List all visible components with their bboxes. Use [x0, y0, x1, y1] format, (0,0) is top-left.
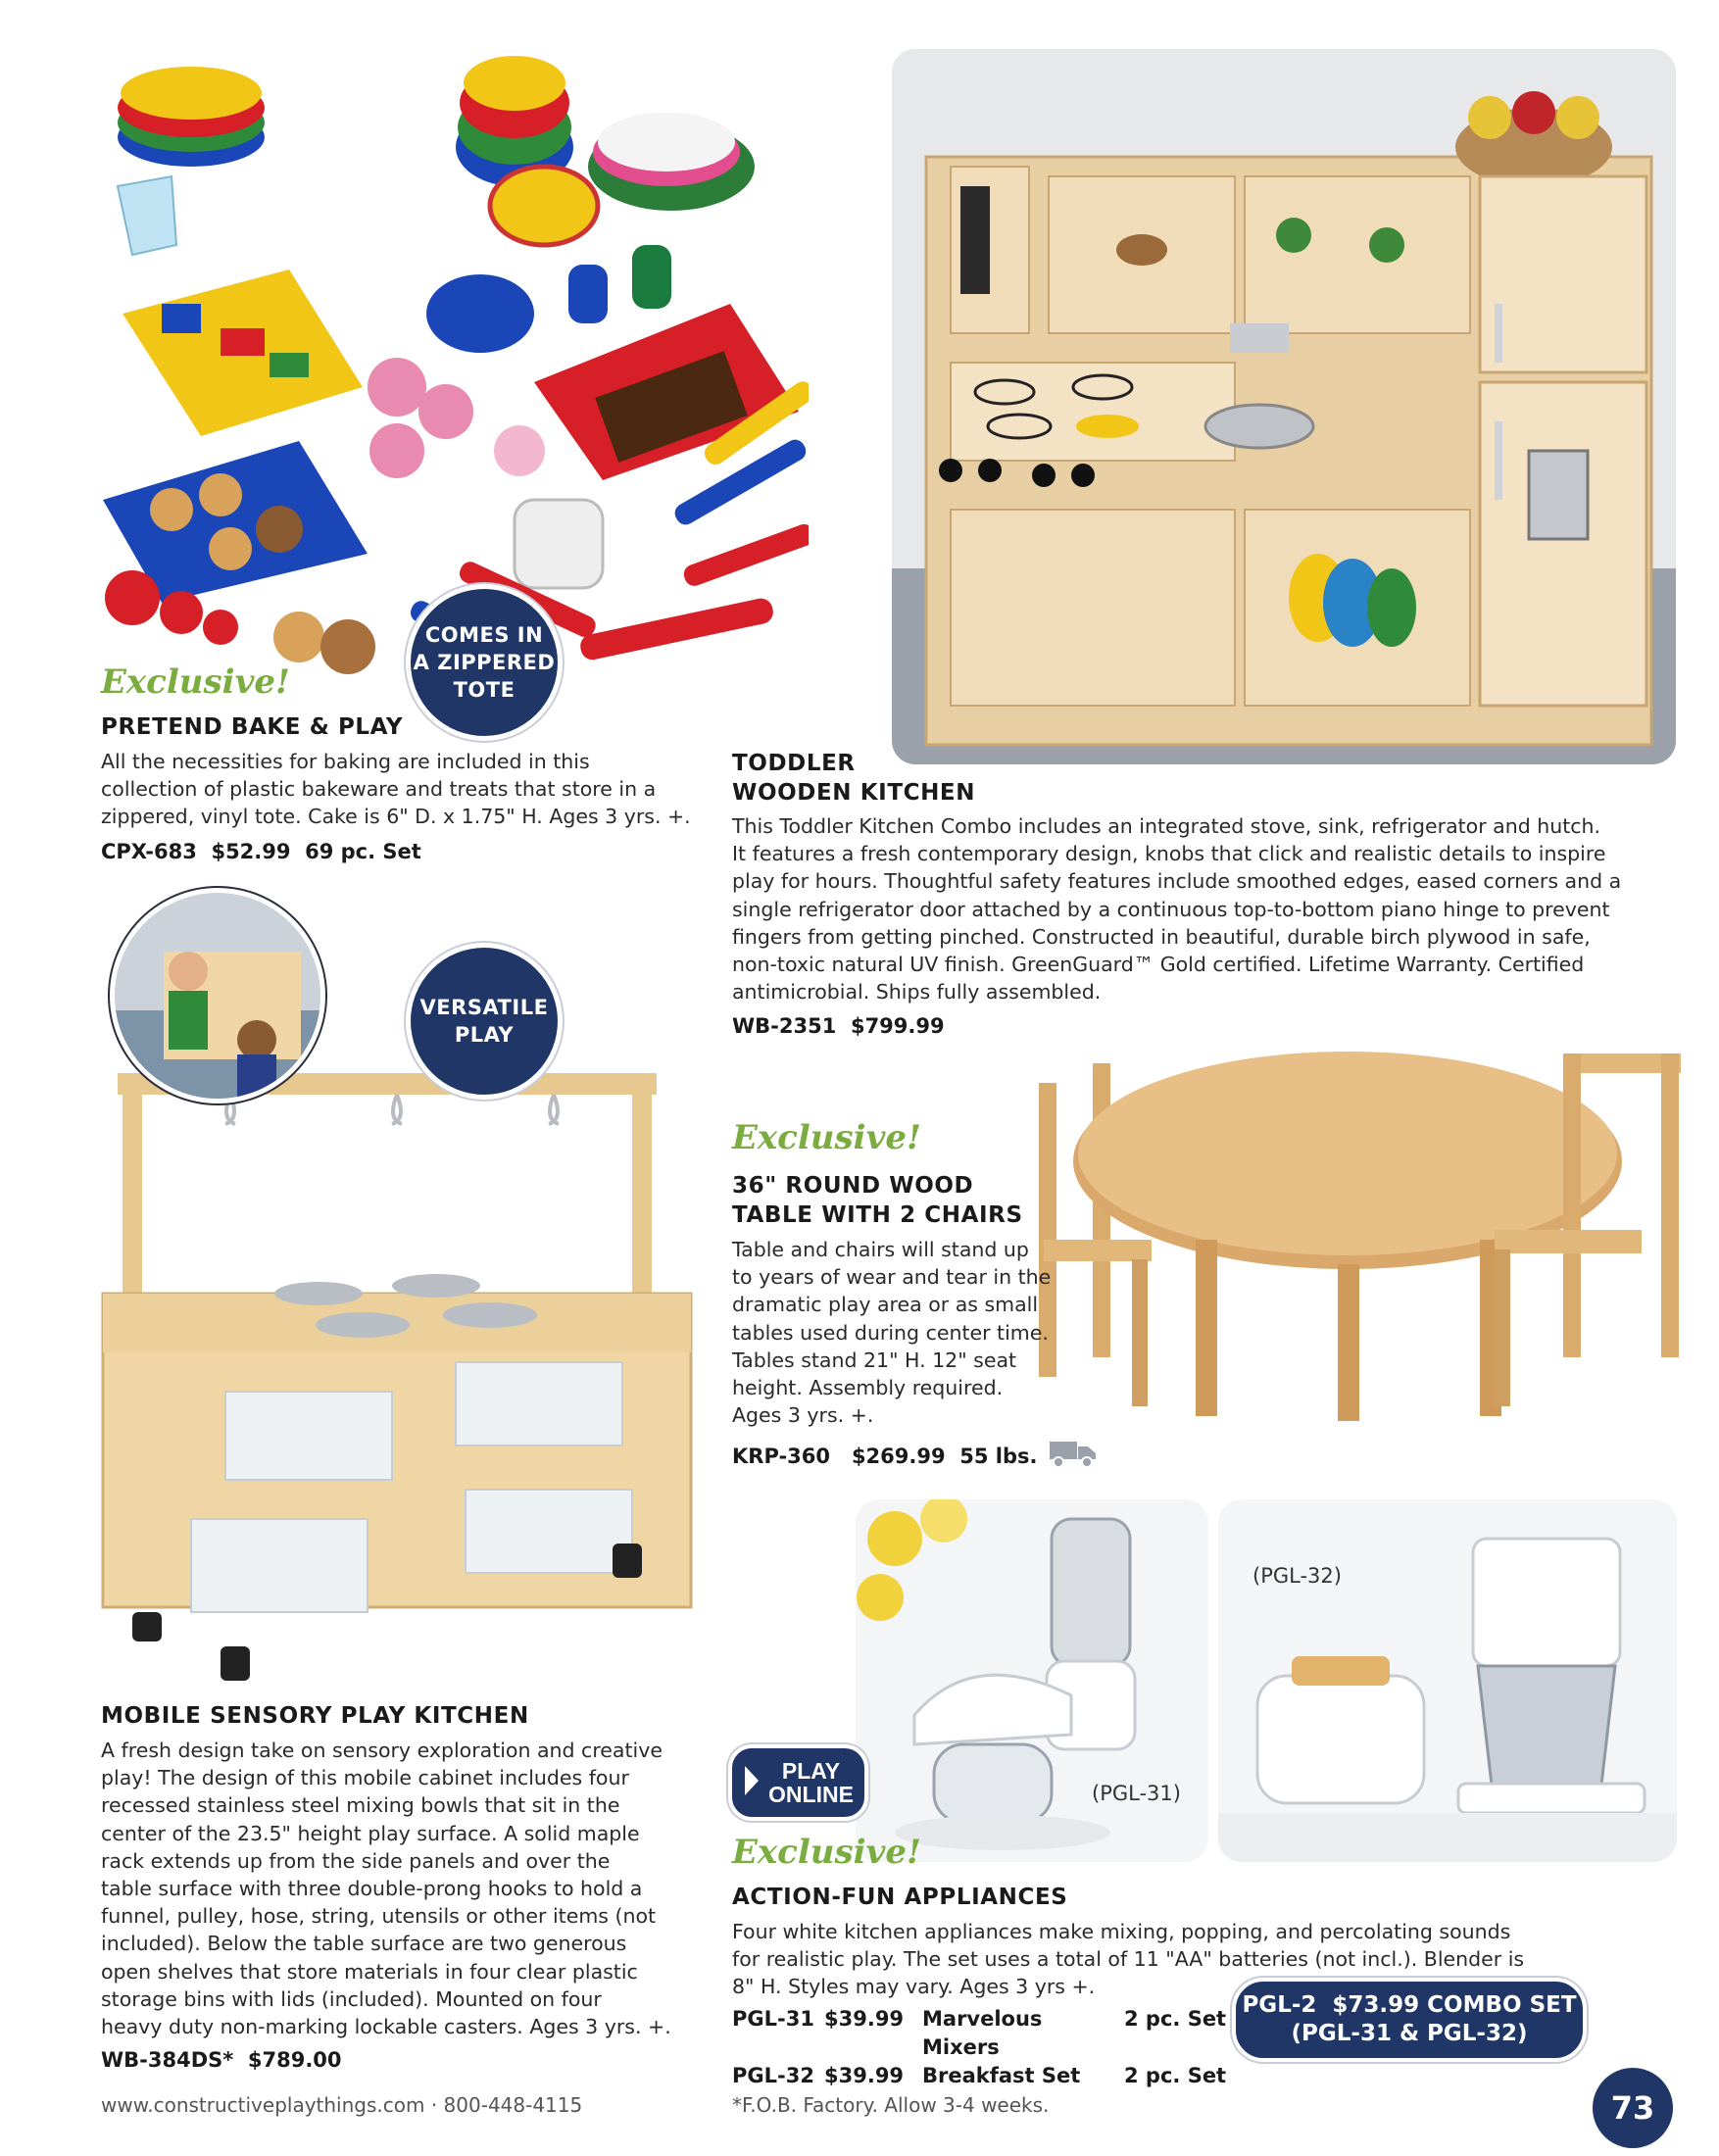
title-line: 36" ROUND WOOD — [732, 1173, 974, 1199]
play-online-line: ONLINE — [768, 1782, 854, 1807]
item-name: Breakfast Set — [922, 2064, 1081, 2087]
desc-line: Table and chairs will stand up — [732, 1238, 1029, 1261]
table-price-text: KRP-360 $269.99 55 lbs. — [732, 1444, 1038, 1468]
item-qty: 2 pc. Set — [1124, 2064, 1227, 2087]
item-qty: 2 pc. Set — [1124, 2007, 1227, 2031]
appliances-exclusive-label: Exclusive! — [732, 1833, 921, 1872]
desc-line: tables used during center time. — [732, 1320, 1049, 1345]
sensory-price: WB-384DS* $789.00 — [101, 2048, 342, 2072]
toddler-kitchen-photo — [892, 49, 1676, 764]
desc-line: funnel, pulley, hose, string, utensils or other items (not — [101, 1904, 657, 1929]
sku: PGL-32 — [732, 2064, 814, 2087]
desc-line: play! The design of this mobile cabinet includes four — [101, 1766, 629, 1790]
desc-line: recessed stainless steel mixing bowls that sit in the — [101, 1793, 620, 1818]
desc-line: antimicrobial. Ships fully assembled. — [732, 980, 1102, 1004]
desc-line: dramatic play area or as small — [732, 1293, 1039, 1317]
badge-line: VERSATILE — [419, 996, 549, 1019]
table-description — [732, 1236, 1051, 1429]
desc-line: table surface with three double-prong hooks to hold a — [101, 1877, 643, 1901]
play-online-line: PLAY — [781, 1758, 841, 1784]
pgl-32-label: (PGL-32) — [1252, 1564, 1342, 1588]
table-title — [732, 1171, 1023, 1230]
zippered-tote-badge — [406, 584, 563, 741]
price: $39.99 — [824, 2007, 905, 2031]
round-table-image — [1034, 1044, 1686, 1436]
play-online-button[interactable] — [728, 1744, 868, 1821]
desc-line: It features a fresh contemporary design, knobs that click and realistic details to inspire — [732, 842, 1606, 866]
desc-line: rack extends up from the side panels and over the — [101, 1848, 611, 1873]
desc-line: Ages 3 yrs. +. — [732, 1403, 874, 1428]
desc-line: included). Below the table surface are two generous — [101, 1932, 627, 1956]
table-exclusive-label: Exclusive! — [732, 1118, 921, 1157]
kitchen-title — [732, 749, 975, 808]
bake-price: CPX-683 $52.99 69 pc. Set — [101, 840, 421, 863]
desc-line: play for hours. Thoughtful safety features include smoothed edges, eased corners and a — [732, 869, 1622, 894]
desc-line: Four white kitchen appliances make mixing, popping, and percolating sounds — [732, 1920, 1511, 1943]
kitchen-price: WB-2351 $799.99 — [732, 1014, 945, 1038]
price-row — [732, 2062, 1226, 2090]
delivery-truck-icon — [1049, 1439, 1098, 1473]
desc-line: All the necessities for baking are included in this — [101, 750, 590, 773]
sensory-title: MOBILE SENSORY PLAY KITCHEN — [101, 1703, 529, 1729]
desc-line: fingers from getting pinched. Constructed in beautiful, durable birch plywood in safe, — [732, 924, 1591, 949]
versatile-play-badge — [406, 943, 563, 1100]
appliances-title: ACTION-FUN APPLIANCES — [732, 1885, 1068, 1910]
badge-line: TOTE — [453, 678, 516, 702]
item-name: Marvelous Mixers — [922, 2007, 1043, 2059]
desc-line: heavy duty non-marking lockable casters. Ages 3 yrs. +. — [101, 2015, 671, 2039]
desc-line: zippered, vinyl tote. Cake is 6" D. x 1.75" H. Ages 3 yrs. +. — [101, 805, 691, 829]
desc-line: for realistic play. The set uses a total of 11 "AA" batteries (not incl.). Blender is — [732, 1947, 1525, 1972]
title-line: TODDLER — [732, 751, 856, 776]
desc-line: to years of wear and tear in the — [732, 1265, 1052, 1290]
pgl-31-label: (PGL-31) — [1092, 1782, 1181, 1805]
sensory-kitchen-image — [93, 1068, 701, 1695]
kitchen-description — [732, 812, 1621, 1005]
desc-line: single refrigerator door attached by a continuous top-to-bottom piano hinge to prevent — [732, 897, 1610, 921]
bake-title: PRETEND BAKE & PLAY — [101, 714, 404, 740]
title-line: WOODEN KITCHEN — [732, 780, 976, 806]
desc-line: non-toxic natural UV finish. GreenGuard™ Gold certified. Lifetime Warranty. Certified — [732, 953, 1585, 977]
bake-description — [101, 748, 691, 831]
sensory-description — [101, 1737, 671, 2040]
play-icon — [743, 1764, 761, 1801]
desc-line: This Toddler Kitchen Combo includes an integrated stove, sink, refrigerator and hutch. — [732, 814, 1601, 838]
desc-line: height. Assembly required. — [732, 1376, 1004, 1400]
combo-line: PGL-2 $73.99 COMBO SET — [1242, 1992, 1577, 2018]
desc-line: open shelves that store materials in four clear plastic — [101, 1959, 638, 1984]
page-number: 73 — [1593, 2068, 1673, 2148]
combo-set-badge — [1232, 1978, 1587, 2062]
desc-line: A fresh design take on sensory exploration and creative — [101, 1739, 663, 1762]
desc-line: center of the 23.5" height play surface. A solid maple — [101, 1821, 640, 1845]
mixers-photo — [856, 1499, 1208, 1862]
badge-line: COMES IN — [424, 623, 544, 647]
combo-line: (PGL-31 & PGL-32) — [1291, 2021, 1528, 2046]
desc-line: collection of plastic bakeware and treats that store in a — [101, 777, 657, 802]
price-row — [732, 2005, 1226, 2062]
appliances-price-list — [732, 2005, 1226, 2090]
sku: PGL-31 — [732, 2007, 814, 2031]
price: $39.99 — [824, 2064, 905, 2087]
badge-line: PLAY — [454, 1023, 515, 1047]
footer-note: *F.O.B. Factory. Allow 3-4 weeks. — [732, 2093, 1050, 2117]
table-price — [732, 1439, 1098, 1473]
desc-line: Tables stand 21" H. 12" seat — [732, 1348, 1017, 1372]
title-line: TABLE WITH 2 CHAIRS — [732, 1202, 1023, 1228]
desc-line: 8" H. Styles may vary. Ages 3 yrs +. — [732, 1975, 1096, 1999]
badge-line: A ZIPPERED — [413, 651, 556, 674]
desc-line: storage bins with lids (included). Mounted on four — [101, 1986, 602, 2011]
breakfast-set-photo — [1218, 1499, 1677, 1862]
bake-exclusive-label: Exclusive! — [101, 662, 290, 702]
sensory-inset-photo — [110, 888, 325, 1103]
footer-website[interactable]: www.constructiveplaythings.com · 800-448-4115 — [101, 2093, 583, 2117]
